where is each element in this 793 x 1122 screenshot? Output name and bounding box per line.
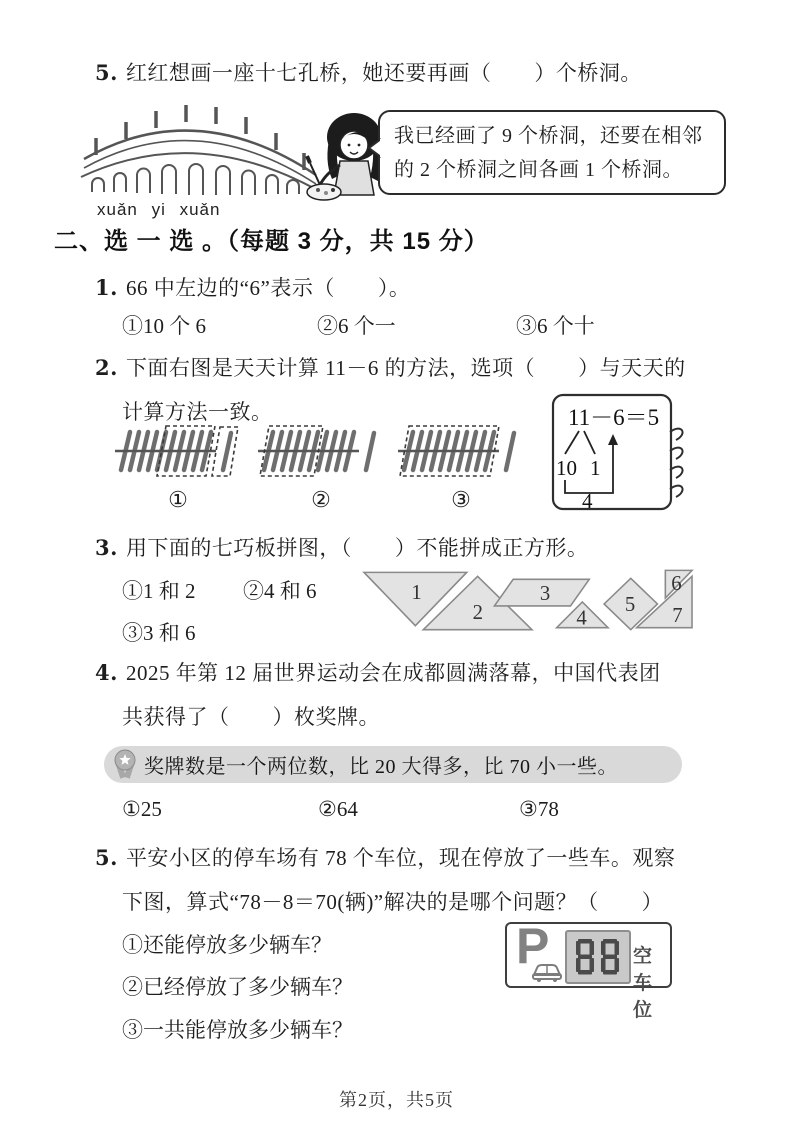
bridge-illustration: [78, 95, 390, 201]
question-number: 2.: [95, 355, 118, 380]
question-4-line-2: 共获得了（ ）枚奖牌。: [122, 705, 380, 729]
q4-option-1: ①25: [122, 797, 162, 821]
question-number: 5.: [95, 845, 118, 870]
question-5-bridge-text: [95, 57, 642, 87]
q1-option-2: ②6 个一: [317, 314, 396, 338]
piece-label: 7: [672, 604, 683, 627]
sticks-diagram-2: [257, 424, 385, 480]
q4-option-2: ②64: [318, 797, 358, 821]
bubble-line-2: 的 2 个桥洞之间各画 1 个桥洞。: [394, 159, 683, 181]
question-text: 2025 年第 12 届世界运动会在成都圆满落幕，中国代表团: [125, 661, 661, 685]
sticks-diagram-1: [114, 424, 242, 480]
piece-label: 4: [576, 607, 587, 630]
section-pinyin: xuǎn yi xuǎn: [97, 200, 221, 219]
stick-option-label: ①: [168, 487, 188, 512]
page-footer: 第2页，共5页: [339, 1090, 454, 1110]
bubble-line-1: 我已经画了 9 个桥洞，还要在相邻: [394, 125, 703, 147]
notepad-part-left: 10: [556, 456, 577, 480]
vacancy-display: [565, 930, 631, 984]
notepad-equation: 11－6＝5: [568, 405, 660, 430]
speech-bubble-tail: [368, 138, 382, 158]
notepad-step: 4: [582, 489, 593, 513]
stick-option-label: ②: [311, 487, 331, 512]
notepad-part-right: 1: [590, 456, 601, 480]
piece-label: 6: [671, 573, 682, 596]
question-2-line-1: [95, 352, 686, 382]
medal-icon: [110, 748, 140, 781]
q5-option-1: ①还能停放多少辆车？: [122, 933, 332, 957]
piece-label: 5: [624, 593, 636, 616]
speech-bubble: [378, 110, 726, 195]
hint-text: 奖牌数是一个两位数，比 20 大得多，比 70 小一些。: [144, 756, 618, 778]
vacancy-label: 空车位: [633, 946, 654, 1021]
question-text: 用下面的七巧板拼图，（ ）不能拼成正方形。: [125, 536, 589, 560]
question-number: 5.: [95, 60, 118, 85]
stick-option-2: [256, 424, 386, 513]
question-number: 1.: [95, 275, 118, 300]
hint-banner: [104, 746, 682, 783]
q5-option-2: ②已经停放了多少辆车？: [122, 975, 353, 999]
stick-option-label: ③: [451, 487, 471, 512]
question-5-line-1: [95, 842, 675, 872]
q1-option-1: ①10 个 6: [122, 314, 206, 338]
question-1: [95, 272, 410, 302]
q1-option-3: ③6 个十: [516, 314, 595, 338]
q3-option-2: ②4 和 6: [243, 579, 317, 603]
question-3: [95, 532, 588, 562]
section-title: 二、选 一 选 。（每题 3 分，共 15 分）: [54, 228, 489, 255]
question-2-line-2: 计算方法一致。: [122, 400, 273, 424]
question-text: 下面右图是天天计算 11－6 的方法，选项（ ）与天天的: [125, 356, 686, 380]
question-text: 平安小区的停车场有 78 个车位，现在停放了一些车。观察: [125, 846, 676, 870]
seven-segment-digits: [575, 938, 621, 976]
piece-label: 2: [472, 601, 484, 624]
question-5-line-2: 下图，算式“78－8＝70(辆)”解决的是哪个问题？（ ）: [122, 890, 664, 914]
question-number: 3.: [95, 535, 118, 560]
question-text: 红红想画一座十七孔桥，她还要再画（ ）个桥洞。: [125, 61, 642, 85]
sticks-diagram-3: [397, 424, 525, 480]
q3-option-3: ③3 和 6: [122, 621, 196, 645]
q3-option-1: ①1 和 2: [122, 579, 196, 603]
question-text: 66 中左边的“6”表示（ ）。: [125, 276, 411, 300]
tangram-diagram: [362, 566, 694, 638]
parking-sign: [505, 918, 672, 1021]
question-number: 4.: [95, 660, 118, 685]
q5-option-3: ③一共能停放多少辆车？: [122, 1018, 353, 1042]
question-4-line-1: [95, 657, 661, 687]
piece-label: 1: [411, 582, 422, 605]
parking-p-letter: P: [516, 918, 550, 974]
piece-label: 3: [539, 583, 551, 606]
car-icon: [531, 962, 563, 982]
stick-option-1: [113, 424, 243, 513]
q4-option-3: ③78: [519, 797, 559, 821]
decomposition-notepad: [551, 392, 693, 514]
stick-option-3: [396, 424, 526, 513]
